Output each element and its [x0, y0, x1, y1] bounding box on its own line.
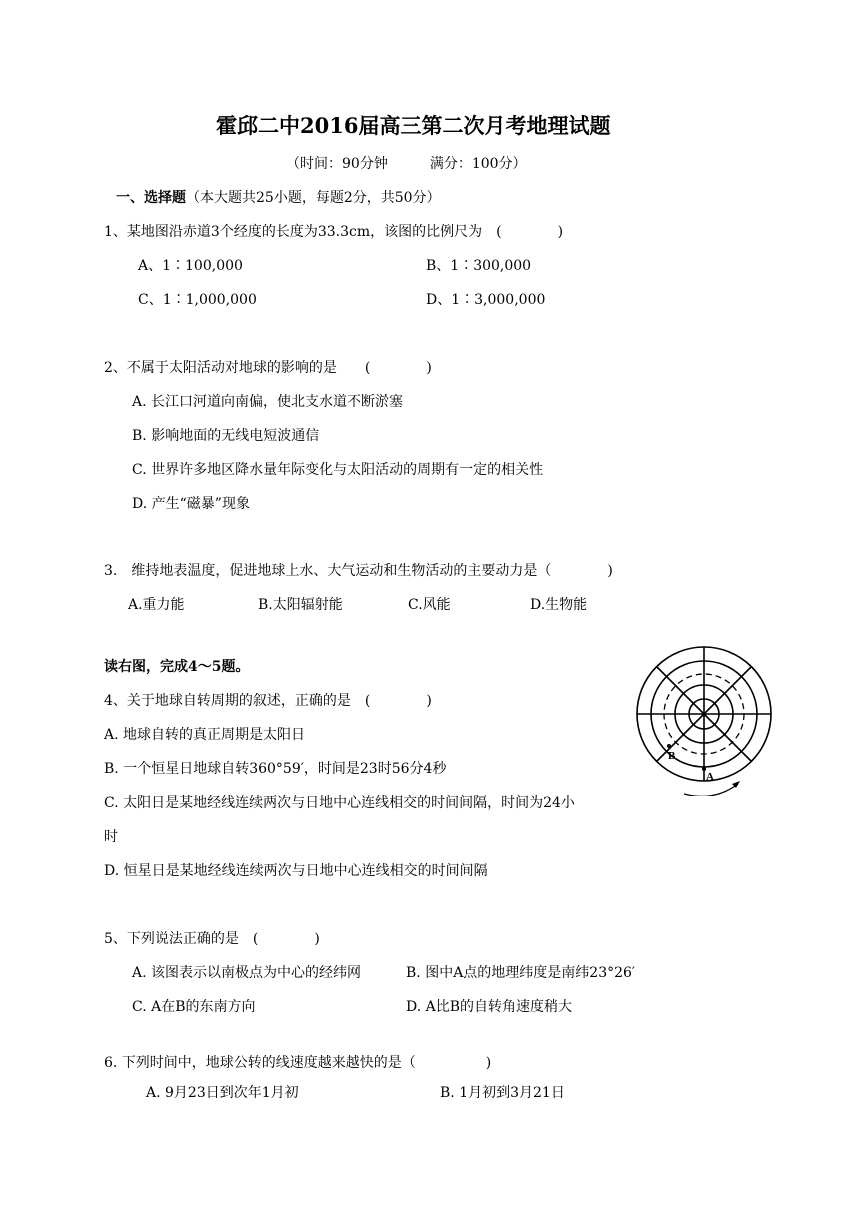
q4-option-c: C. 太阳日是某地经线连续两次与日地中心连线相交的时间间隔，时间为24小 — [104, 795, 575, 811]
q1-option-a: A、1∶100,000 — [138, 258, 243, 274]
q2-option-d: D. 产生“磁暴”现象 — [132, 496, 250, 512]
label-a: A — [706, 771, 714, 783]
q6-stem: 6. 下列时间中，地球公转的线速度越来越快的是（ ) — [104, 1055, 492, 1071]
q1-option-c: C、1∶1,000,000 — [138, 292, 257, 308]
q1-option-b: B、1∶300,000 — [426, 258, 532, 274]
q5-option-c: C. A在B的东南方向 — [132, 999, 256, 1015]
q2-option-b: B. 影响地面的无线电短波通信 — [132, 428, 320, 444]
q4-option-c-continued: 时 — [104, 829, 118, 845]
q3-option-b: B.太阳辐射能 — [258, 597, 343, 613]
q5-option-d: D. A比B的自转角速度稍大 — [406, 999, 573, 1015]
q3-option-c: C.风能 — [408, 597, 451, 613]
q6-option-a: A. 9月23日到次年1月初 — [146, 1085, 299, 1101]
section-note: （本大题共25小题，每题2分，共50分） — [186, 190, 441, 206]
q1-option-d: D、1∶3,000,000 — [426, 292, 546, 308]
q2-stem: 2、不属于太阳活动对地球的影响的是 ( ) — [104, 360, 432, 376]
page-title: 霍邱二中2016届高三第二次月考地理试题 — [216, 113, 611, 138]
q5-option-b: B. 图中A点的地理纬度是南纬23°26′ — [406, 965, 636, 981]
exam-info: （时间：90分钟 满分：100分） — [286, 156, 527, 172]
q2-option-a: A. 长江口河道向南偏，使北支水道不断淤塞 — [132, 394, 404, 410]
q3-option-d: D.生物能 — [530, 597, 588, 613]
q4-option-b: B. 一个恒星日地球自转360°59′，时间是23时56分4秒 — [104, 761, 447, 777]
rotation-arrow — [684, 784, 738, 796]
point-b-marker — [667, 744, 671, 748]
q4-option-a: A. 地球自转的真正周期是太阳日 — [104, 727, 306, 743]
group-intro: 读右图，完成4～5题。 — [104, 659, 250, 675]
polar-graticule-figure — [628, 646, 788, 796]
q3-option-a: A.重力能 — [128, 597, 185, 613]
q4-option-d: D. 恒星日是某地经线连续两次与日地中心连线相交的时间间隔 — [104, 863, 488, 879]
section-title: 一、选择题 — [116, 190, 186, 206]
q3-stem: 3. 维持地表温度，促进地球上水、大气运动和生物活动的主要动力是（ ) — [104, 563, 613, 579]
q6-option-b: B. 1月初到3月21日 — [440, 1085, 565, 1101]
section-heading — [116, 190, 441, 206]
q4-stem: 4、关于地球自转周期的叙述，正确的是 ( ) — [104, 693, 432, 709]
q5-option-a: A. 该图表示以南极点为中心的经纬网 — [132, 965, 362, 981]
label-b: B — [668, 750, 676, 762]
q5-stem: 5、下列说法正确的是 ( ) — [104, 931, 320, 947]
q1-stem: 1、某地图沿赤道3个经度的长度为33.3cm，该图的比例尺为 ( ) — [104, 224, 564, 240]
q2-option-c: C. 世界许多地区降水量年际变化与太阳活动的周期有一定的相关性 — [132, 462, 544, 478]
